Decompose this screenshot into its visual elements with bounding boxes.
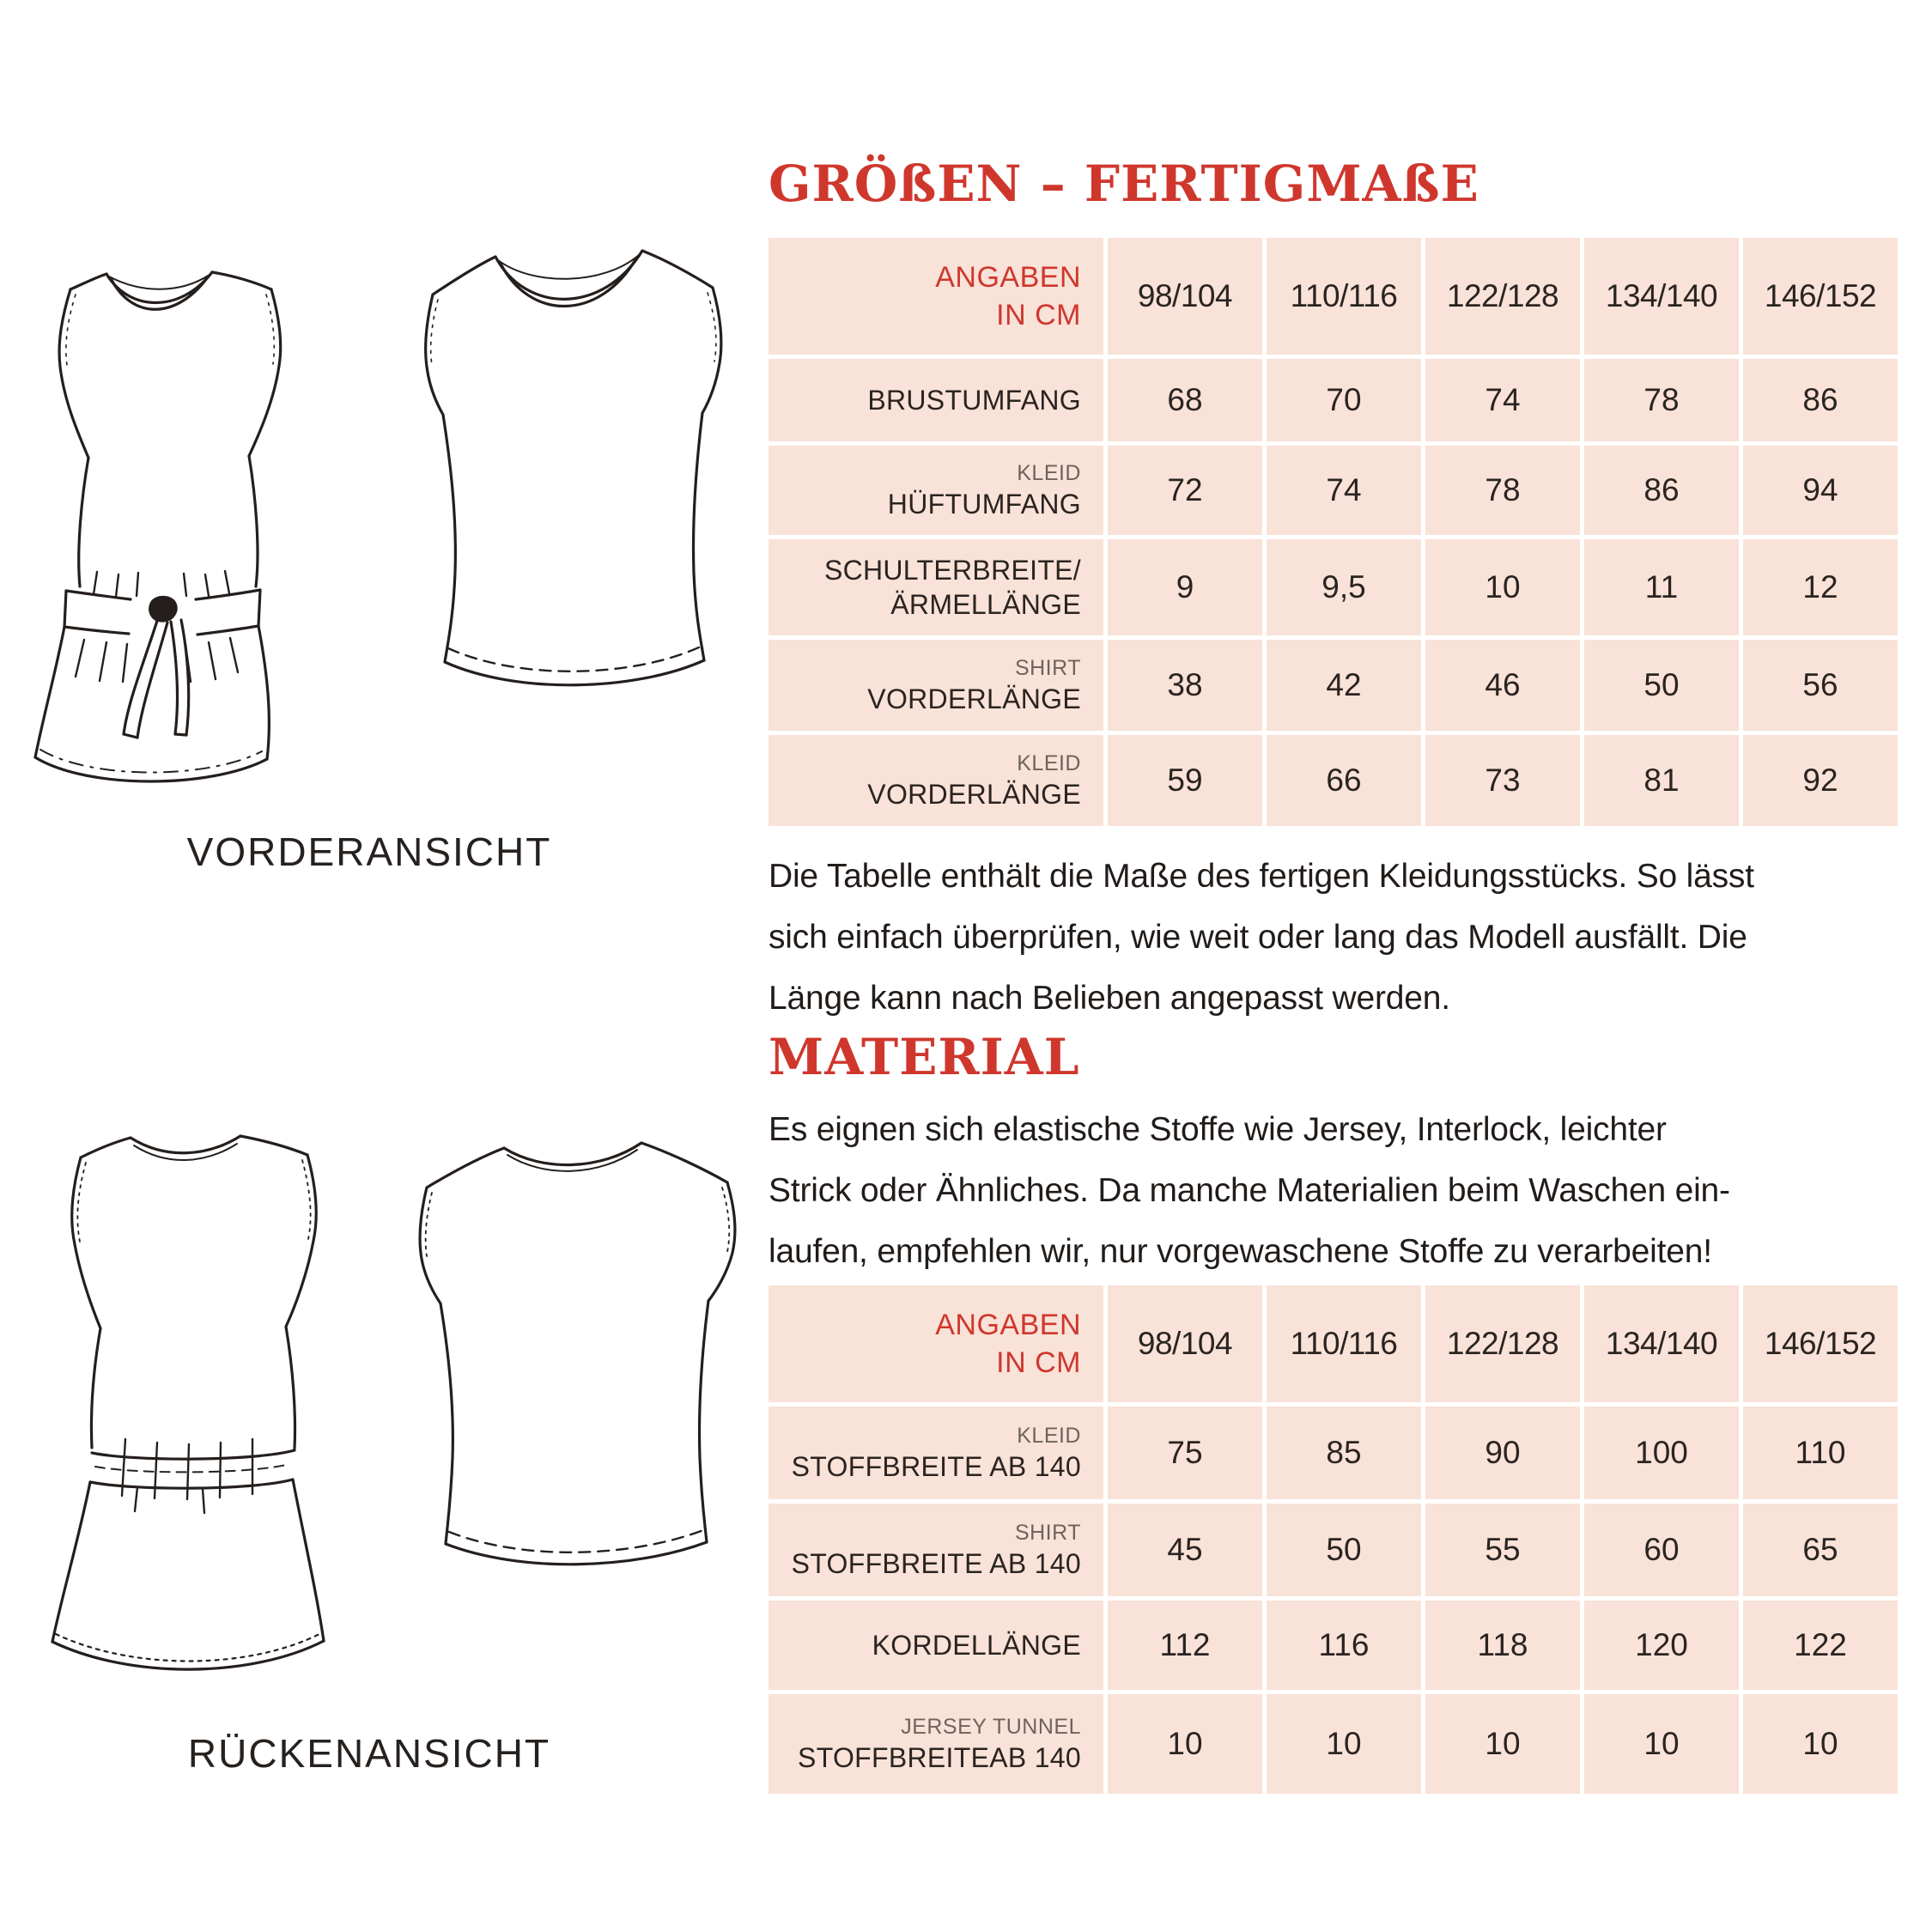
table-header-label [769,1285,1103,1402]
table-value-cell: 9,5 [1267,539,1421,635]
table-value-cell: 78 [1425,446,1580,535]
row-label-main: STOFFBREITE AB 140 [791,1451,1081,1482]
table-value-cell: 65 [1743,1504,1898,1596]
table-value-cell: 81 [1584,735,1739,826]
sizes-note [769,846,1923,1029]
dress-front-sketch-icon [0,210,391,820]
row-label-small: KLEID [1017,461,1081,485]
table-value-cell: 68 [1108,359,1262,441]
table-value-cell: 90 [1425,1406,1580,1499]
table-value-cell: 10 [1584,1694,1739,1794]
shirt-front-drawing [378,210,769,760]
table-value-cell: 72 [1108,446,1262,535]
table-row-label [769,1406,1103,1499]
header-label-line: IN CM [996,1346,1081,1379]
table-value-cell: 10 [1108,1694,1262,1794]
dress-front-drawing [0,210,391,820]
table-value-cell: 100 [1584,1406,1739,1499]
header-label-line: IN CM [996,299,1081,331]
row-label-main: VORDERLÄNGE [867,683,1081,714]
table-value-cell: 74 [1425,359,1580,441]
row-label-main: STOFFBREITE AB 140 [791,1548,1081,1579]
header-label-line: ANGABEN [935,261,1081,294]
table-value-cell: 92 [1743,735,1898,826]
table-header-size-cell: 134/140 [1584,1285,1739,1402]
material-requirements-table [769,1285,1898,1794]
table-value-cell: 120 [1584,1601,1739,1690]
table-value-cell: 50 [1584,640,1739,731]
material-heading: MATERIAL [769,1028,1080,1086]
front-view-label: VORDERANSICHT [186,829,552,874]
table-header-size-cell: 122/128 [1425,238,1580,355]
table-value-cell: 59 [1108,735,1262,826]
table-row-label [769,1694,1103,1794]
sizes-heading: GRÖßEN – FERTIGMAßE [769,155,1479,213]
row-label-main: STOFFBREITEAB 140 [798,1742,1081,1773]
table-value-cell: 55 [1425,1504,1580,1596]
table-row-label [769,640,1103,731]
row-label-main: ÄRMELLÄNGE [890,589,1081,620]
table-value-cell: 60 [1584,1504,1739,1596]
note-line: sich einfach überprüfen, wie weit oder lang das Modell ausfällt. Die [769,919,1747,956]
table-row-label [769,539,1103,635]
row-label-main: BRUSTUMFANG [867,385,1081,416]
row-label-small: KLEID [1017,1424,1081,1448]
table-row-label [769,1601,1103,1690]
row-label-small: JERSEY TUNNEL [901,1715,1081,1739]
table-row-label [769,359,1103,441]
table-value-cell: 85 [1267,1406,1421,1499]
table-value-cell: 10 [1743,1694,1898,1794]
note-line: Die Tabelle enthält die Maße des fertigen Kleidungsstücks. So lässt [769,858,1754,895]
table-value-cell: 10 [1267,1694,1421,1794]
table-value-cell: 11 [1584,539,1739,635]
shirt-back-drawing [374,1112,773,1627]
note-line: laufen, empfehlen wir, nur vorgewaschene Stoffe zu verarbeiten! [769,1233,1712,1270]
shirt-back-sketch-icon [374,1112,773,1627]
table-value-cell: 10 [1425,1694,1580,1794]
table-value-cell: 122 [1743,1601,1898,1690]
table-value-cell: 50 [1267,1504,1421,1596]
table-value-cell: 86 [1584,446,1739,535]
table-value-cell: 12 [1743,539,1898,635]
table-header-size-cell: 98/104 [1108,1285,1262,1402]
table-row-label [769,735,1103,826]
table-value-cell: 66 [1267,735,1421,826]
shirt-front-sketch-icon [378,210,769,760]
row-label-small: SHIRT [1014,1521,1081,1545]
table-header-size-cell: 146/152 [1743,238,1898,355]
note-line: Es eignen sich elastische Stoffe wie Jersey, Interlock, leichter [769,1111,1667,1148]
table-row-label [769,1504,1103,1596]
table-value-cell: 75 [1108,1406,1262,1499]
table-value-cell: 112 [1108,1601,1262,1690]
table-value-cell: 9 [1108,539,1262,635]
table-value-cell: 118 [1425,1601,1580,1690]
row-label-small: KLEID [1017,751,1081,775]
table-value-cell: 38 [1108,640,1262,731]
table-header-size-cell: 122/128 [1425,1285,1580,1402]
table-value-cell: 56 [1743,640,1898,731]
table-value-cell: 10 [1425,539,1580,635]
table-value-cell: 86 [1743,359,1898,441]
table-value-cell: 46 [1425,640,1580,731]
table-value-cell: 94 [1743,446,1898,535]
table-value-cell: 73 [1425,735,1580,826]
table-row-label [769,446,1103,535]
table-value-cell: 78 [1584,359,1739,441]
table-value-cell: 74 [1267,446,1421,535]
table-header-size-cell: 110/116 [1267,1285,1421,1402]
table-value-cell: 45 [1108,1504,1262,1596]
table-value-cell: 110 [1743,1406,1898,1499]
row-label-main: VORDERLÄNGE [867,779,1081,810]
table-value-cell: 70 [1267,359,1421,441]
row-label-main: SCHULTERBREITE/ [823,555,1081,586]
finished-measurements-table [769,238,1898,826]
table-header-size-cell: 134/140 [1584,238,1739,355]
row-label-main: KORDELLÄNGE [872,1630,1081,1661]
table-value-cell: 42 [1267,640,1421,731]
dress-back-drawing [0,1108,391,1717]
table-header-size-cell: 98/104 [1108,238,1262,355]
note-line: Strick oder Ähnliches. Da manche Materialien beim Waschen ein- [769,1172,1730,1209]
material-note [769,1099,1923,1282]
table-value-cell: 116 [1267,1601,1421,1690]
table-header-label [769,238,1103,355]
row-label-main: HÜFTUMFANG [887,489,1081,519]
table-header-size-cell: 110/116 [1267,238,1421,355]
back-view-label: RÜCKENANSICHT [187,1731,551,1776]
table-header-size-cell: 146/152 [1743,1285,1898,1402]
header-label-line: ANGABEN [935,1309,1081,1341]
note-line: Länge kann nach Belieben angepasst werden. [769,980,1450,1017]
dress-back-sketch-icon [0,1108,391,1717]
row-label-small: SHIRT [1014,656,1081,680]
